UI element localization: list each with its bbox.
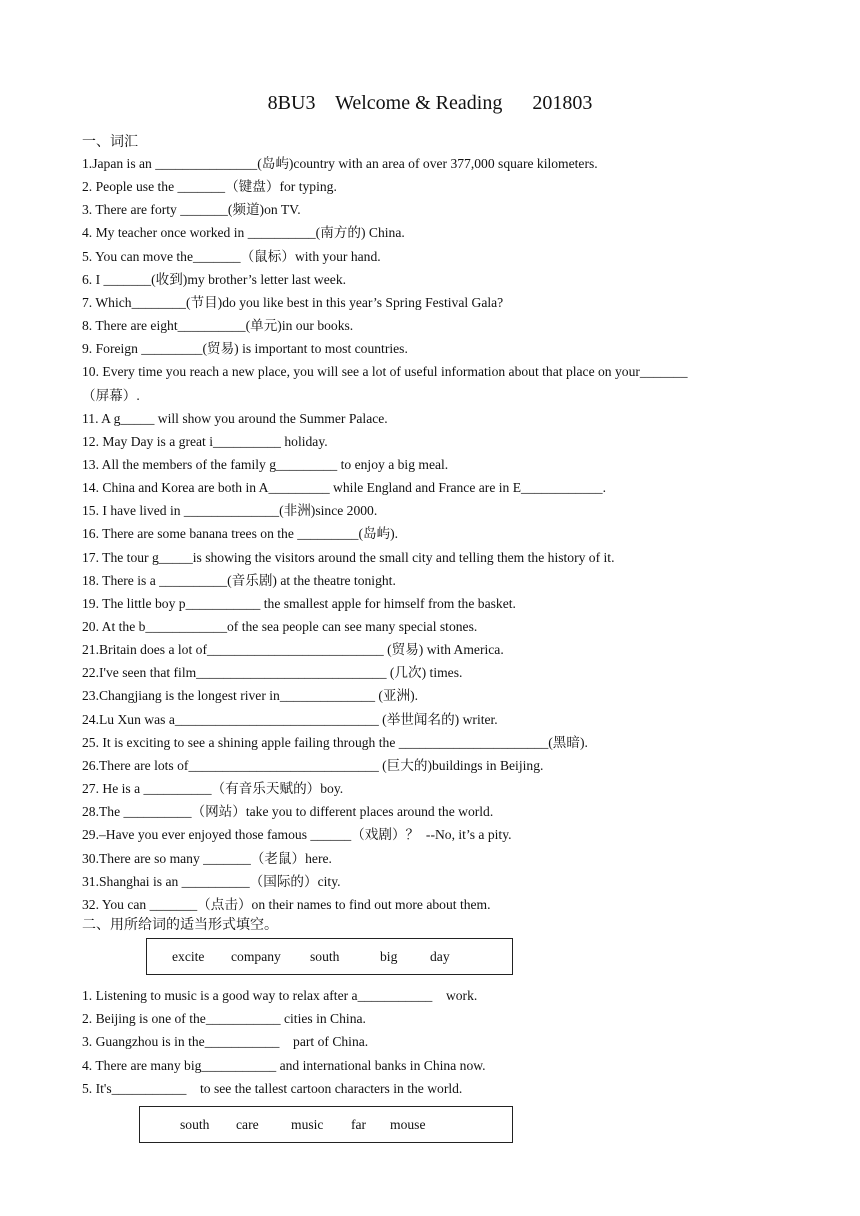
exercise-item: 23.Changjiang is the longest river in______________ (亚洲). — [82, 688, 419, 704]
exercise-item: 13. All the members of the family g_________ to enjoy a big meal. — [82, 456, 449, 472]
word-box-2-word: music — [291, 1116, 324, 1132]
section-2-heading: 二、用所给词的适当形式填空。 — [82, 917, 278, 933]
exercise-item: 6. I _______(收到)my brother’s letter last week. — [82, 271, 347, 287]
exercise-item: 32. You can _______（点击）on their names to find out more about them. — [82, 896, 491, 912]
fill-in-item: 5. It's___________ to see the tallest cartoon characters in the world. — [82, 1080, 463, 1096]
exercise-item: 3. There are forty _______(频道)on TV. — [82, 202, 301, 218]
word-box-2 — [139, 1106, 513, 1143]
exercise-item: 22.I've seen that film____________________________ (几次) times. — [82, 665, 463, 681]
exercise-item: 25. It is exciting to see a shining apple failing through the ______________________(黑暗). — [82, 734, 588, 750]
word-box-1-word: day — [430, 948, 450, 964]
exercise-item: 31.Shanghai is an __________（国际的）city. — [82, 873, 341, 889]
exercise-item: 2. People use the _______（键盘）for typing. — [82, 179, 337, 195]
exercise-item: 8. There are eight__________(单元)in our books. — [82, 318, 354, 334]
fill-in-item: 3. Guangzhou is in the___________ part of China. — [82, 1034, 369, 1050]
exercise-item: 21.Britain does a lot of__________________________ (贸易) with America. — [82, 642, 504, 658]
exercise-item: 29.–Have you ever enjoyed those famous ______（戏剧）？ --No, it’s a pity. — [82, 827, 512, 843]
word-box-2-word: mouse — [390, 1116, 426, 1132]
fill-in-item: 1. Listening to music is a good way to relax after a___________ work. — [82, 988, 478, 1003]
exercise-item: 15. I have lived in ______________(非洲)since 2000. — [82, 503, 378, 519]
exercise-item: 5. You can move the_______（鼠标）with your hand. — [82, 248, 381, 264]
exercise-item: 1.Japan is an _______________(岛屿)country with an area of over 377,000 square kilometers. — [82, 156, 598, 171]
exercise-item: 11. A g_____ will show you around the Summer Palace. — [82, 410, 388, 426]
fill-in-item: 4. There are many big___________ and international banks in China now. — [82, 1057, 486, 1073]
exercise-item: 16. There are some banana trees on the _________(岛屿). — [82, 526, 399, 542]
word-box-2-word: far — [351, 1116, 367, 1132]
exercise-item: 27. He is a __________（有音乐天赋的）boy. — [82, 781, 344, 797]
exercise-item: 20. At the b____________of the sea people can see many special stones. — [82, 619, 478, 634]
section-1-heading: 一、词汇 — [82, 134, 138, 150]
word-box-1-word: excite — [172, 948, 205, 964]
exercise-item: 26.There are lots of____________________________ (巨大的)buildings in Beijing. — [82, 757, 544, 773]
exercise-item: 10. Every time you reach a new place, you will see a lot of useful information about that place on your_______ — [82, 364, 688, 380]
word-box-1-word: company — [231, 948, 281, 964]
exercise-item: 14. China and Korea are both in A_________ while England and France are in E____________. — [82, 480, 606, 496]
exercise-item: 17. The tour g_____is showing the visitors around the small city and telling them the history of it. — [82, 549, 615, 565]
word-box-1-word: south — [310, 948, 340, 964]
exercise-item: 30.There are so many _______（老鼠）here. — [82, 850, 332, 866]
exercise-item: 7. Which________(节目)do you like best in this year’s Spring Festival Gala? — [82, 294, 504, 310]
exercise-item: （屏幕）. — [82, 387, 140, 403]
fill-in-item: 2. Beijing is one of the___________ cities in China. — [82, 1011, 366, 1027]
document-title: 8BU3 Welcome & Reading 201803 — [267, 92, 593, 114]
word-box-2-word: south — [180, 1116, 210, 1132]
exercise-item: 4. My teacher once worked in __________(南方的) China. — [82, 225, 405, 241]
exercise-item: 24.Lu Xun was a______________________________ (举世闻名的) writer. — [82, 711, 498, 727]
word-box-2-word: care — [236, 1116, 259, 1132]
exercise-item: 9. Foreign _________(贸易) is important to most countries. — [82, 341, 408, 357]
exercise-item: 28.The __________（网站）take you to different places around the world. — [82, 804, 494, 820]
word-box-1 — [146, 938, 513, 975]
word-box-1-word: big — [380, 948, 398, 964]
exercise-item: 12. May Day is a great i__________ holiday. — [82, 433, 328, 449]
exercise-item: 18. There is a __________(音乐剧) at the theatre tonight. — [82, 572, 396, 588]
exercise-item: 19. The little boy p___________ the smallest apple for himself from the basket. — [82, 595, 516, 611]
